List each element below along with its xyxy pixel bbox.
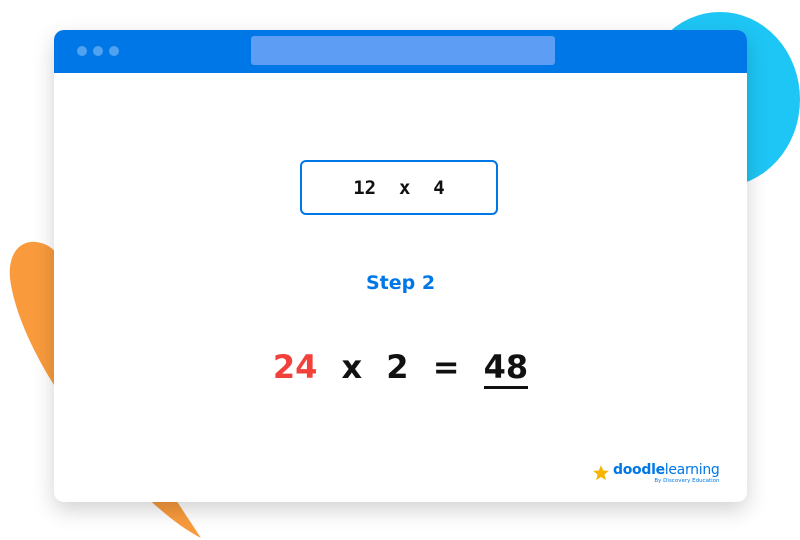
logo-brand-doodle: doodle: [613, 462, 665, 478]
browser-window: [54, 30, 747, 502]
equation-equals: =: [432, 348, 460, 386]
step-label: Step 2: [365, 272, 436, 294]
star-icon: [592, 464, 610, 482]
window-control-dot[interactable]: [109, 46, 119, 56]
doodlelearning-logo: [592, 462, 720, 486]
equation-left-operand: 24: [272, 348, 318, 386]
logo-tagline: By Discovery Education: [654, 478, 720, 484]
window-titlebar: [54, 30, 747, 73]
problem-expression-box: [300, 160, 498, 215]
window-control-dot[interactable]: [77, 46, 87, 56]
logo-brand-learning: learning: [664, 462, 720, 478]
window-control-dot[interactable]: [93, 46, 103, 56]
equation-operator: x: [341, 348, 363, 386]
address-bar[interactable]: [251, 36, 555, 65]
problem-expression: 12 x 4: [353, 176, 445, 199]
equation-result: 48: [484, 348, 529, 389]
equation: [54, 348, 747, 389]
equation-right-operand: 2: [386, 348, 409, 386]
